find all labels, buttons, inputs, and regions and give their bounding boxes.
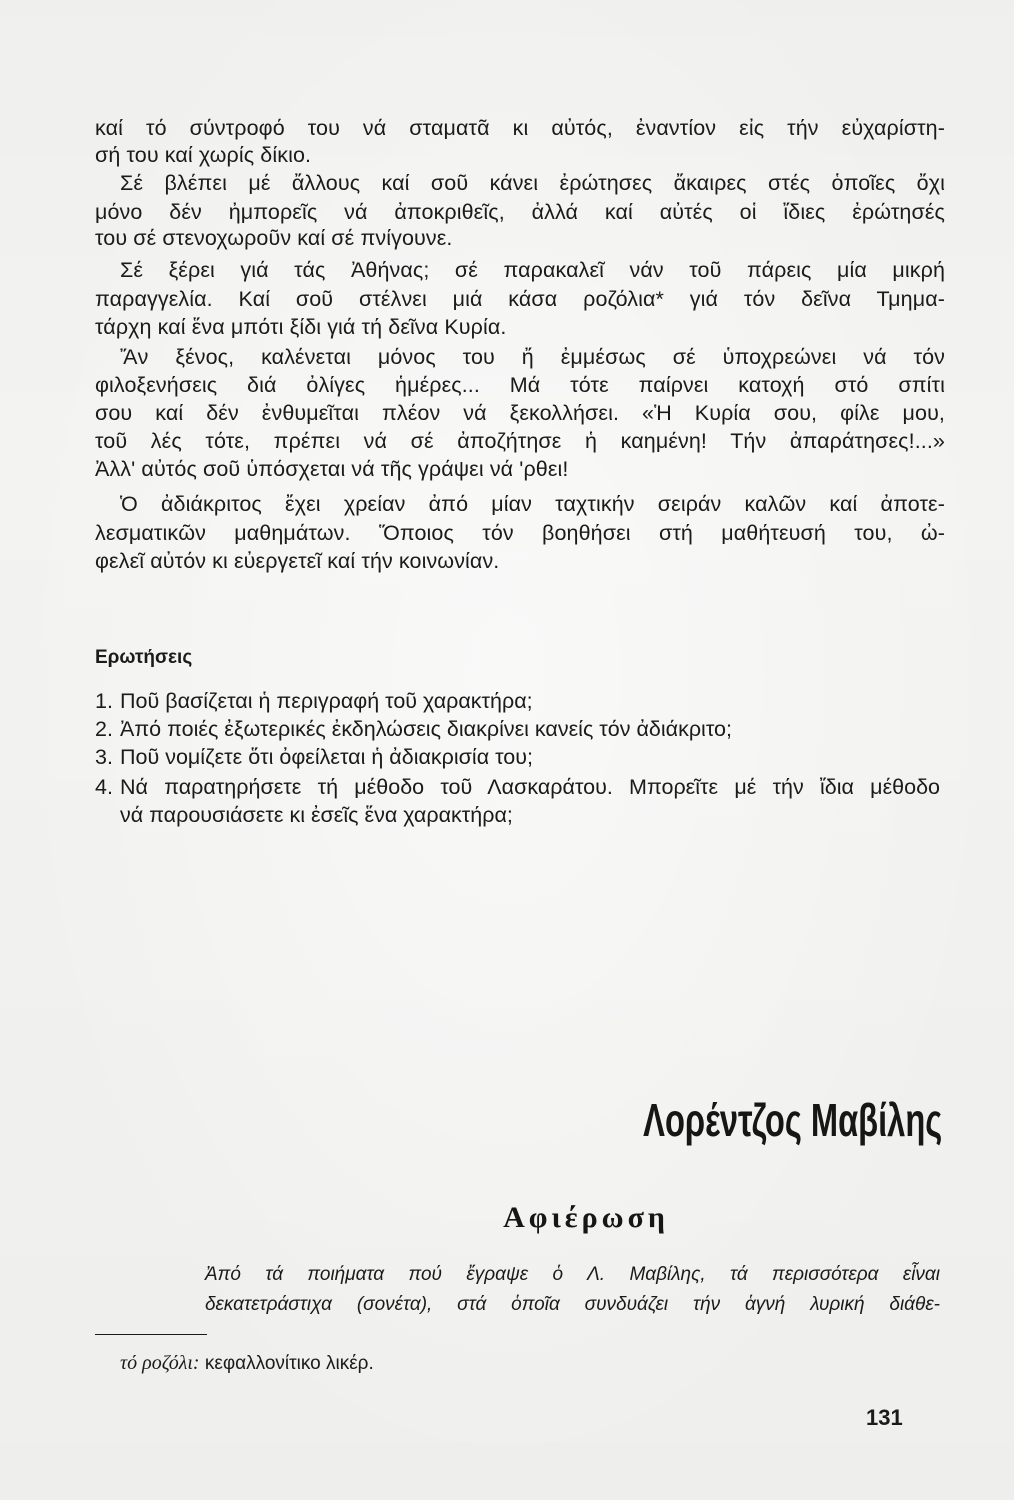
question-number: 1. <box>95 689 113 713</box>
body-line: Σέ βλέπει μέ ἄλλους καί σοῦ κάνει ἐρώτησες ἄκαιρες στές ὁποῖες ὄχι <box>120 171 945 195</box>
poem-title: Αφιέρωση <box>503 1201 669 1234</box>
body-line: καί τό σύντροφό του νά σταματᾶ κι αὐτός, ἐναντίον εἰς τήν εὐχαρίστη- <box>95 116 945 140</box>
question-item <box>95 773 940 801</box>
footnote-divider <box>95 1334 207 1335</box>
body-line: σή του καί χωρίς δίκιο. <box>95 143 312 167</box>
question-continuation <box>120 801 940 829</box>
question-text: Νά παρατηρήσετε τή μέθοδο τοῦ Λασκαράτου. Μπορεῖτε μέ τήν ἴδια μέθοδο <box>120 775 940 799</box>
body-line: παραγγελία. Καί σοῦ στέλνει μιά κάσα ροζόλια* γιά τόν δεῖνα Τμημα- <box>95 287 945 311</box>
footnote-term: τό ροζόλι: <box>120 1352 200 1374</box>
body-line: Ἄν ξένος, καλένεται μόνος του ἤ ἐμμέσως σέ ὑποχρεώνει νά τόν <box>120 345 945 369</box>
questions-heading: Ερωτήσεις <box>95 647 193 668</box>
footnote <box>120 1349 374 1378</box>
question-text: Ποῦ νομίζετε ὅτι ὀφείλεται ἡ ἀδιακρισία του; <box>120 745 533 769</box>
question-text: νά παρουσιάσετε κι ἐσεῖς ἕνα χαρακτήρα; <box>120 803 513 827</box>
intro-line: δεκατετράστιχα (σονέτα), στά ὁποῖα συνδυάζει τήν ἁγνή λυρική διάθε- <box>205 1294 940 1315</box>
author-name: Λορέντζος Μαβίλης <box>642 1094 942 1146</box>
body-line: τοῦ λές τότε, πρέπει νά σέ ἀποζήτησε ἡ καημένη! Τήν ἀπαράτησες!...» <box>95 429 945 453</box>
question-item <box>95 715 940 743</box>
question-number: 3. <box>95 745 113 769</box>
question-text: Ἀπό ποιές ἐξωτερικές ἐκδηλώσεις διακρίνει κανείς τόν ἀδιάκριτο; <box>120 717 732 741</box>
body-line: Σέ ξέρει γιά τάς Ἀθήνας; σέ παρακαλεῖ νάν τοῦ πάρεις μία μικρή <box>120 258 945 282</box>
body-line: σου καί δέν ἐνθυμεῖται πλέον νά ξεκολλήσει. «Ἡ Κυρία σου, φίλε μου, <box>95 401 945 425</box>
page-number: 131 <box>866 1405 903 1430</box>
intro-line: Ἀπό τά ποιήματα πού ἔγραψε ὁ Λ. Μαβίλης, τά περισσότερα εἶναι <box>205 1264 940 1285</box>
body-line: φελεῖ αὐτόν κι εὐεργετεῖ καί τήν κοινωνίαν. <box>95 549 500 573</box>
question-number: 4. <box>95 775 113 799</box>
body-line: Ὁ ἀδιάκριτος ἔχει χρείαν ἀπό μίαν ταχτικήν σειράν καλῶν καί ἀποτε- <box>120 492 945 516</box>
body-line: μόνο δέν ἠμπορεῖς νά ἀποκριθεῖς, ἀλλά καί αὐτές οἱ ἴδιες ἐρώτησές <box>95 200 945 224</box>
question-text: Ποῦ βασίζεται ἡ περιγραφή τοῦ χαρακτήρα; <box>120 689 533 713</box>
question-item <box>95 687 940 715</box>
footnote-definition: κεφαλλονίτικο λικέρ. <box>204 1353 374 1374</box>
body-line: λεσματικῶν μαθημάτων. Ὅποιος τόν βοηθήσει στή μαθήτευσή του, ὠ- <box>95 521 945 545</box>
question-item <box>95 743 940 771</box>
question-number: 2. <box>95 717 113 741</box>
body-line: του σέ στενοχωροῦν καί σέ πνίγουνε. <box>95 226 453 250</box>
body-line: φιλοξενήσεις διά ὀλίγες ἡμέρες... Μά τότε παίρνει κατοχή στό σπίτι <box>95 373 945 397</box>
body-line: τάρχη καί ἕνα μπότι ξίδι γιά τή δεῖνα Κυρία. <box>95 315 507 339</box>
body-line: Ἀλλ' αὐτός σοῦ ὑπόσχεται νά τῆς γράψει νά 'ρθει! <box>95 457 569 481</box>
